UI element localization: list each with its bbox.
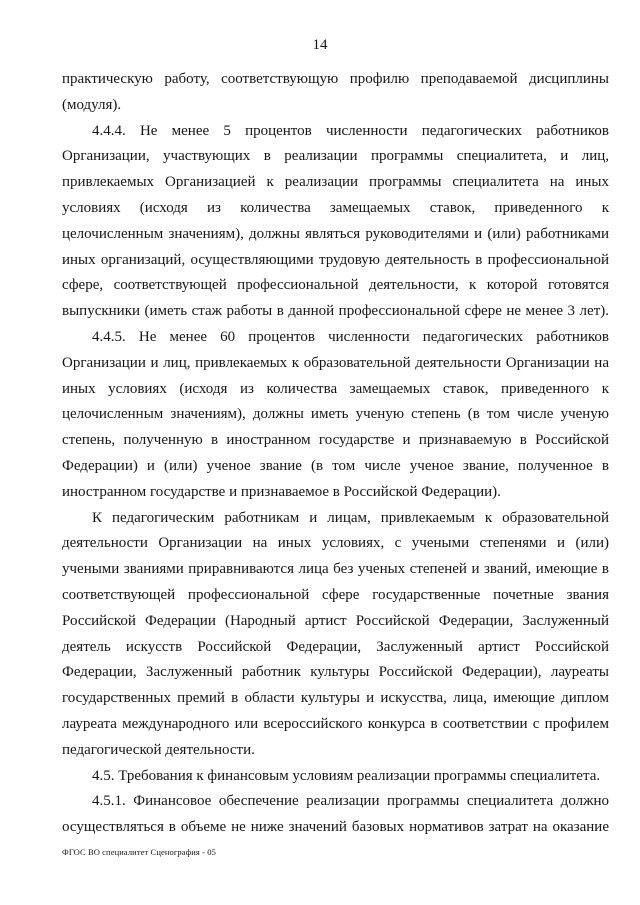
text-line: Российской Федерации (Народный артист Российской Федерации, Заслуженный bbox=[62, 612, 609, 629]
text-line: лауреата международного или всероссийского конкурса в соответствии с профилем bbox=[62, 715, 609, 732]
text-line: целочисленным значениям), должны иметь ученую степень (в том числе ученую bbox=[62, 406, 609, 423]
text-line: практическую работу, соответствующую профилю преподаваемой дисциплины bbox=[62, 71, 609, 87]
paragraph-first-line: К педагогическим работникам и лицам, привлекаемым к образовательной bbox=[92, 509, 609, 526]
text-line: (модуля). bbox=[62, 96, 122, 113]
section-4-5-heading: 4.5. Требования к финансовым условиям реализации программы специалитета. bbox=[92, 767, 601, 784]
text-line: Федерации, Заслуженный работник культуры Российской Федерации), лауреаты bbox=[62, 664, 609, 681]
text-line: целочисленным значениям), должны являться руководителями и (или) работниками bbox=[62, 225, 609, 242]
text-line: иных организаций, осуществляющими трудовую деятельность в профессиональной bbox=[62, 251, 609, 268]
text-line: педагогической деятельности. bbox=[62, 741, 255, 758]
text-line: привлекаемых Организацией к реализации программы специалитета на иных bbox=[62, 174, 609, 191]
paragraph-4-4-4-first-line: 4.4.4. Не менее 5 процентов численности педагогических работников bbox=[92, 122, 609, 139]
text-line: выпускники (иметь стаж работы в данной профессиональной сфере не менее 3 лет). bbox=[62, 303, 609, 320]
text-line: учеными званиями приравниваются лица без ученых степеней и званий, имеющие в bbox=[62, 561, 609, 578]
paragraph-4-5-1-first-line: 4.5.1. Финансовое обеспечение реализации программы специалитета должно bbox=[92, 793, 609, 810]
text-line: степень, полученную в иностранном государстве и признаваемую в Российской bbox=[62, 432, 609, 449]
text-line: Федерации) и (или) ученое звание (в том числе ученое звание, полученное в bbox=[62, 457, 609, 474]
document-body bbox=[62, 67, 609, 841]
text-line: деятельности Организации на иных условиях, с учеными степенями и (или) bbox=[62, 535, 609, 552]
text-line: соответствующей профессиональной сфере государственные почетные звания bbox=[62, 586, 609, 603]
paragraph-4-4-5-first-line: 4.4.5. Не менее 60 процентов численности педагогических работников bbox=[92, 328, 609, 345]
text-line: условиях (исходя из количества замещаемых ставок, приведенного к bbox=[62, 199, 609, 216]
page-footer: ФГОС ВО специалитет Сценография - 05 bbox=[62, 847, 216, 857]
text-line: иностранном государстве и признаваемое в Российской Федерации). bbox=[62, 483, 501, 500]
text-line: сфере, соответствующей профессиональной деятельности, к которой готовятся bbox=[62, 277, 609, 294]
page-number: 14 bbox=[312, 37, 328, 53]
text-line: Организации и лиц, привлекаемых к образовательной деятельности Организации на bbox=[62, 354, 609, 371]
text-line: Организации, участвующих в реализации программы специалитета, и лиц, bbox=[62, 148, 609, 165]
text-line: государственных премий в области культуры и искусства, лица, имеющие диплом bbox=[62, 690, 609, 707]
text-line: деятель искусств Российской Федерации, Заслуженный артист Российской bbox=[62, 638, 609, 655]
text-line: осуществляться в объеме не ниже значений базовых нормативов затрат на оказание bbox=[62, 819, 609, 836]
text-line: иных условиях (исходя из количества замещаемых ставок, приведенного к bbox=[62, 380, 609, 397]
